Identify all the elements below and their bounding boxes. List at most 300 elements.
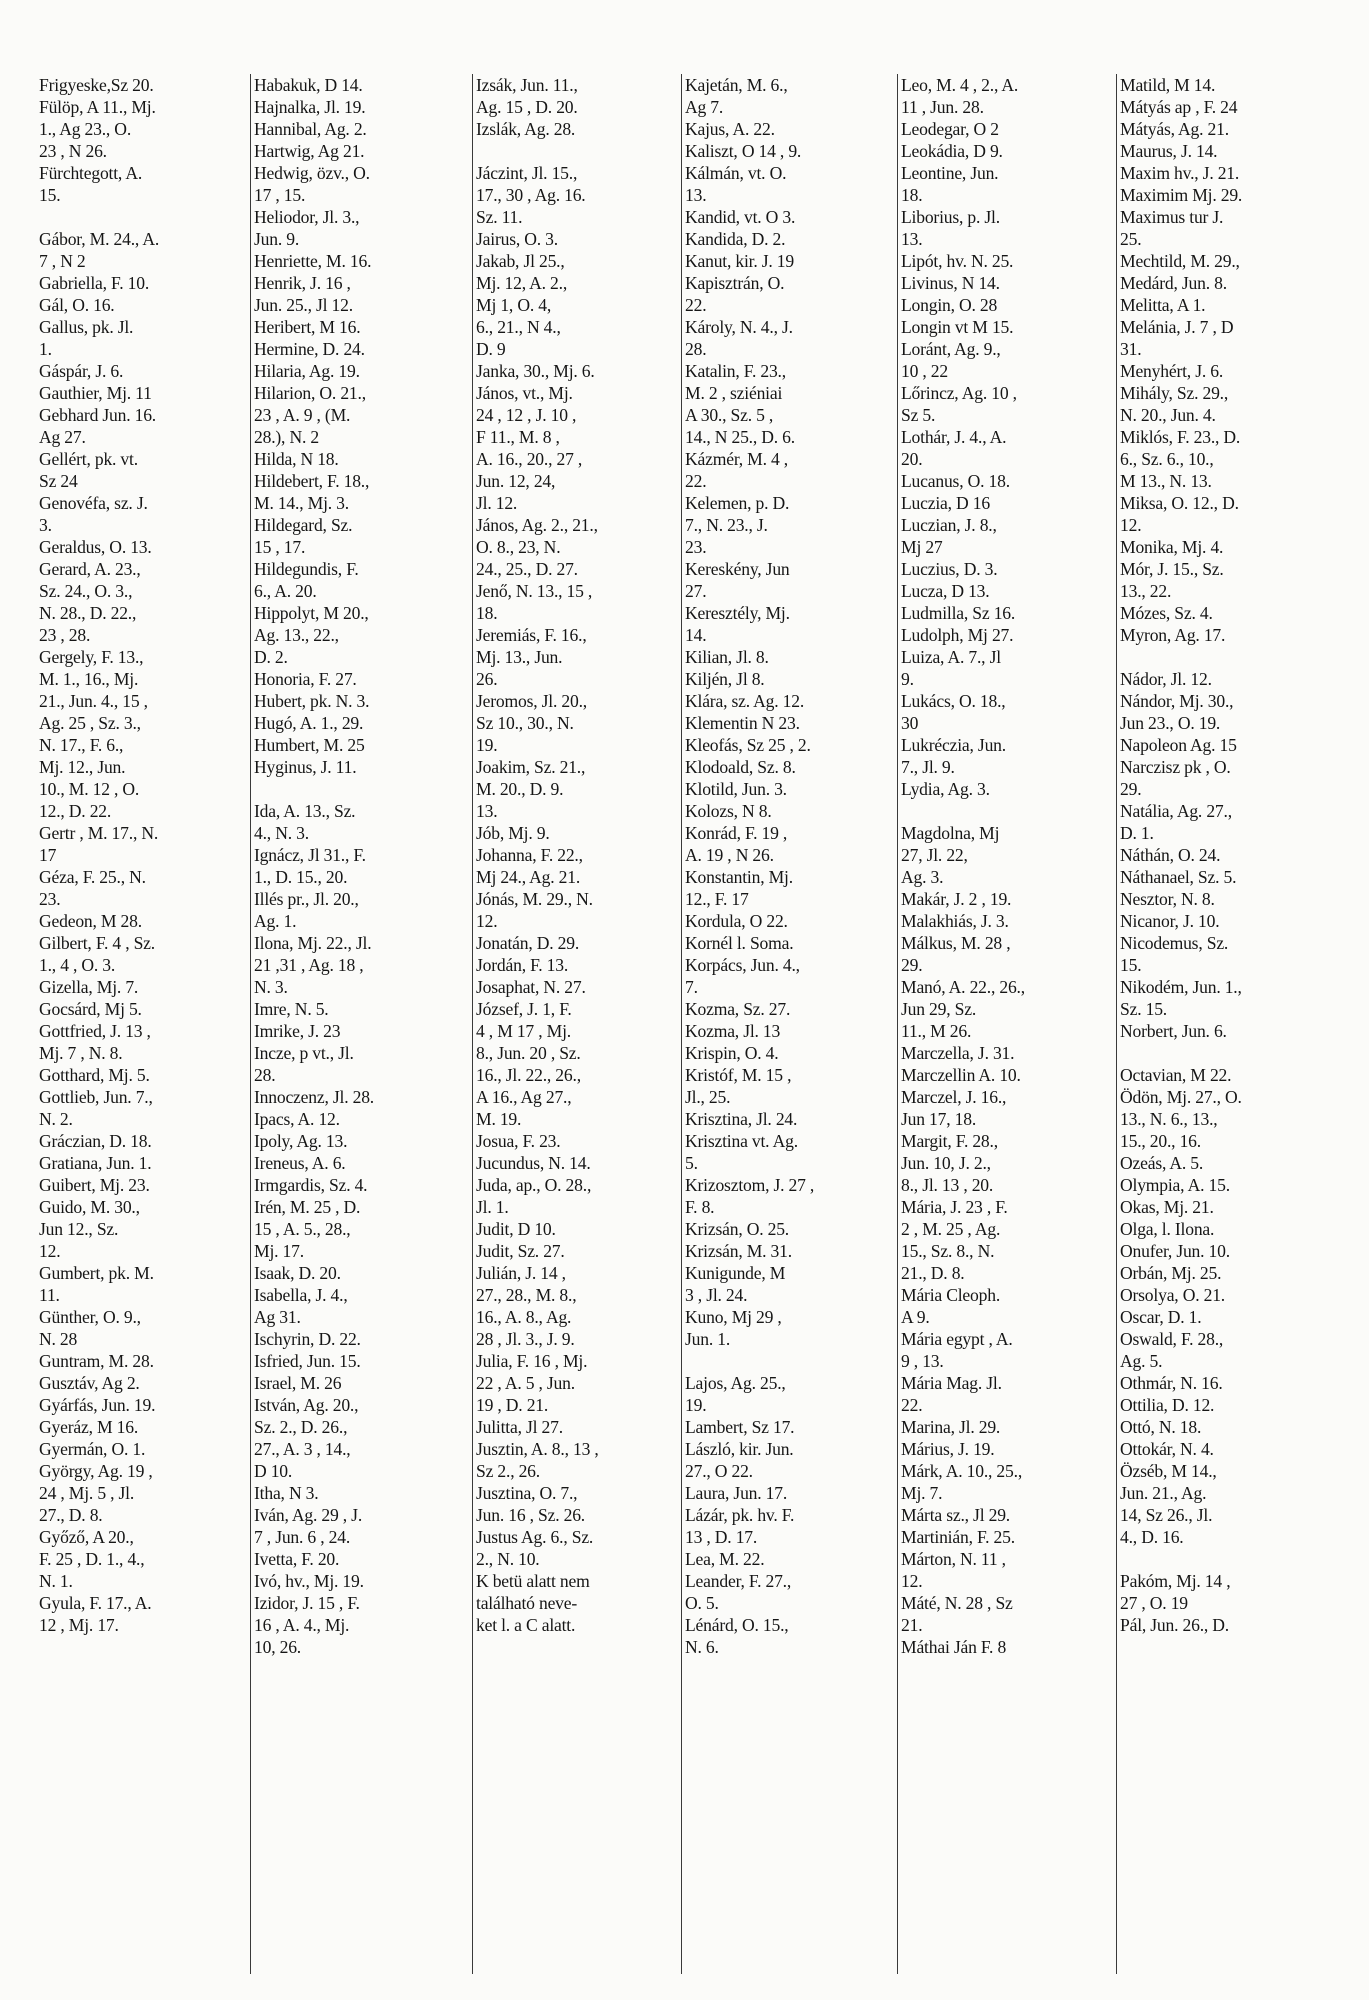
entry-line: Jordán, F. 13. — [476, 955, 569, 975]
entry-line: Jl. 1. — [476, 1197, 509, 1217]
entry-line: Kristóf, M. 15 , — [685, 1065, 792, 1085]
entry-line: 7 , N 2 — [39, 251, 86, 271]
entry-line: Ipacs, A. 12. — [254, 1109, 340, 1129]
entry-line: Lázár, pk. hv. F. — [685, 1505, 795, 1525]
entry-line: 6., A. 20. — [254, 581, 317, 601]
entry-line: Náthanael, Sz. 5. — [1120, 867, 1237, 887]
entry-line: Olga, l. Ilona. — [1120, 1219, 1215, 1239]
entry-line: 15., Sz. 8., N. — [901, 1241, 995, 1261]
entry-line: Josaphat, N. 27. — [476, 977, 586, 997]
entry-line: Fülöp, A 11., Mj. — [39, 97, 156, 117]
entry-line: 28. — [685, 339, 707, 359]
entry-line: Mj 1, O. 4, — [476, 295, 552, 315]
entry-line: Jun 17, 18. — [901, 1109, 977, 1129]
entry-line: Mechtild, M. 29., — [1120, 251, 1240, 271]
entry-line: 12. — [39, 1241, 61, 1261]
entry-line: István, Ag. 20., — [254, 1395, 359, 1415]
entry-line: 9 , 13. — [901, 1351, 944, 1371]
entry-line: Melánia, J. 7 , D — [1120, 317, 1234, 337]
entry-line: D. 2. — [254, 647, 288, 667]
entry-line: 7 , Jun. 6 , 24. — [254, 1527, 351, 1547]
entry-line: Octavian, M 22. — [1120, 1065, 1232, 1085]
entry-line: Lydia, Ag. 3. — [901, 779, 990, 799]
entry-line: M. 14., Mj. 3. — [254, 493, 349, 513]
entry-line: 30 — [901, 713, 919, 733]
entry-line: Mj. 13., Jun. — [476, 647, 563, 667]
entry-line: Miksa, O. 12., D. — [1120, 493, 1239, 513]
entry-line: Lucza, D 13. — [901, 581, 990, 601]
entry-line: 28. — [254, 1065, 276, 1085]
entry-line: Luczius, D. 3. — [901, 559, 998, 579]
entry-line: Gyermán, O. 1. — [39, 1439, 146, 1459]
entry-line: Maxim hv., J. 21. — [1120, 163, 1240, 183]
entry-line: Matild, M 14. — [1120, 75, 1216, 95]
entry-line: Geraldus, O. 13. — [39, 537, 152, 557]
entry-line: D. 1. — [1120, 823, 1154, 843]
entry-line: Ivetta, F. 20. — [254, 1549, 340, 1569]
entry-line: Kázmér, M. 4 , — [685, 449, 789, 469]
entry-line: Marczel, J. 16., — [901, 1087, 1007, 1107]
entry-line: 22. — [901, 1395, 923, 1415]
entry-line: 7. — [685, 977, 698, 997]
entry-line: Jakab, Jl 25., — [476, 251, 565, 271]
entry-line: 11., M 26. — [901, 1021, 972, 1041]
entry-line: Kordula, O 22. — [685, 911, 788, 931]
entry-line: Jun. 1. — [685, 1329, 731, 1349]
entry-line: Jun. 9. — [254, 229, 300, 249]
entry-line: Gertr , M. 17., N. — [39, 823, 159, 843]
entry-line: 13., 22. — [1120, 581, 1172, 601]
index-column-m-p — [1116, 74, 1340, 1974]
entry-line: N. 1. — [39, 1571, 73, 1591]
entry-line: Hyginus, J. 11. — [254, 757, 357, 777]
entry-line: Martinián, F. 25. — [901, 1527, 1015, 1547]
entry-line: 17 , 15. — [254, 185, 306, 205]
entry-line: O. 5. — [685, 1593, 719, 1613]
entry-line: Ag. 13., 22., — [254, 625, 339, 645]
entry-line: Jucundus, N. 14. — [476, 1153, 591, 1173]
entry-line: Lukács, O. 18., — [901, 691, 1006, 711]
entry-line: Maurus, J. 14. — [1120, 141, 1218, 161]
entry-line: Ag 31. — [254, 1307, 301, 1327]
entry-line: 27., O 22. — [685, 1461, 753, 1481]
entry-line: 15., 20., 16. — [1120, 1131, 1201, 1151]
entry-line: 18. — [476, 603, 498, 623]
entry-line: 21. — [901, 1615, 923, 1635]
entry-line: Károly, N. 4., J. — [685, 317, 793, 337]
entry-line: Gumbert, pk. M. — [39, 1263, 154, 1283]
entry-line: Gotthard, Mj. 5. — [39, 1065, 150, 1085]
entry-line: Gilbert, F. 4 , Sz. — [39, 933, 155, 953]
entry-line: Lőrincz, Ag. 10 , — [901, 383, 1017, 403]
entry-line: 15. — [39, 185, 61, 205]
entry-line: Marina, Jl. 29. — [901, 1417, 1001, 1437]
entry-line: Jeromos, Jl. 20., — [476, 691, 587, 711]
entry-line: Maximus tur J. — [1120, 207, 1224, 227]
entry-line: Gratiana, Jun. 1. — [39, 1153, 152, 1173]
entry-line: Hugó, A. 1., 29. — [254, 713, 364, 733]
entry-line: Manó, A. 22., 26., — [901, 977, 1025, 997]
entry-line: Ag 27. — [39, 427, 86, 447]
entry-line: Ottilia, D. 12. — [1120, 1395, 1215, 1415]
entry-line: A 16., Ag 27., — [476, 1087, 572, 1107]
entry-line: F. 8. — [685, 1197, 715, 1217]
entry-line: Luiza, A. 7., Jl — [901, 647, 1001, 667]
entry-line: Márius, J. 19. — [901, 1439, 995, 1459]
entry-line: Frigyeske,Sz 20. — [39, 75, 154, 95]
entry-line: Isaak, D. 20. — [254, 1263, 341, 1283]
entry-line: Lea, M. 22. — [685, 1549, 765, 1569]
entry-line: 27, Jl. 22, — [901, 845, 968, 865]
entry-line: Margit, F. 28., — [901, 1131, 998, 1151]
entry-line: 12 , Mj. 17. — [39, 1615, 119, 1635]
entry-line: Kornél l. Soma. — [685, 933, 794, 953]
entry-line: Orbán, Mj. 25. — [1120, 1263, 1222, 1283]
entry-line: Náthán, O. 24. — [1120, 845, 1221, 865]
entry-line: Kolozs, N 8. — [685, 801, 772, 821]
entry-line: Jl. 12. — [476, 493, 518, 513]
entry-line: Krisztina vt. Ag. — [685, 1131, 798, 1151]
entry-line: 22. — [685, 295, 707, 315]
entry-line: Lambert, Sz 17. — [685, 1417, 795, 1437]
entry-line: Jun. 12, 24, — [476, 471, 556, 491]
entry-line: Joakim, Sz. 21., — [476, 757, 586, 777]
entry-line: Márk, A. 10., 25., — [901, 1461, 1023, 1481]
entry-line: 24 , Mj. 5 , Jl. — [39, 1483, 135, 1503]
entry-line: O. 8., 23, N. — [476, 537, 561, 557]
entry-line: Israel, M. 26 — [254, 1373, 342, 1393]
entry-line: 13., N. 6., 13., — [1120, 1109, 1218, 1129]
entry-line: 14, Sz 26., Jl. — [1120, 1505, 1213, 1525]
entry-line: Ödön, Mj. 27., O. — [1120, 1087, 1242, 1107]
entry-line: Judit, D 10. — [476, 1219, 556, 1239]
index-column-k-l — [681, 74, 897, 1974]
entry-line: Ireneus, A. 6. — [254, 1153, 346, 1173]
entry-line: Kozma, Jl. 13 — [685, 1021, 781, 1041]
entry-line: Leontine, Jun. — [901, 163, 999, 183]
entry-line: Norbert, Jun. 6. — [1120, 1021, 1227, 1041]
entry-line: 7., Jl. 9. — [901, 757, 955, 777]
entry-line: 28 , Jl. 3., J. 9. — [476, 1329, 575, 1349]
entry-line: 21 ,31 , Ag. 18 , — [254, 955, 364, 975]
entry-line: Katalin, F. 23., — [685, 361, 786, 381]
entry-line: Gallus, pk. Jl. — [39, 317, 134, 337]
entry-line: A. 16., 20., 27 , — [476, 449, 583, 469]
entry-line: Gebhard Jun. 16. — [39, 405, 157, 425]
entry-line: Krizosztom, J. 27 , — [685, 1175, 815, 1195]
entry-line: 18. — [901, 185, 923, 205]
entry-line: Sz 2., 26. — [476, 1461, 540, 1481]
entry-line: Konstantin, Mj. — [685, 867, 793, 887]
entry-line: Itha, N 3. — [254, 1483, 319, 1503]
entry-line: Oswald, F. 28., — [1120, 1329, 1224, 1349]
entry-line: Jeremiás, F. 16., — [476, 625, 587, 645]
entry-line: 14. — [685, 625, 707, 645]
entry-line: N. 28., D. 22., — [39, 603, 137, 623]
entry-line: Konrád, F. 19 , — [685, 823, 788, 843]
entry-line: Mátyás ap , F. 24 — [1120, 97, 1238, 117]
entry-line: János, vt., Mj. — [476, 383, 573, 403]
entry-line: 15 , 17. — [254, 537, 306, 557]
entry-line: Sz 24 — [39, 471, 78, 491]
entry-line: Ag. 1. — [254, 911, 297, 931]
entry-line: Klotild, Jun. 3. — [685, 779, 787, 799]
entry-line: Josua, F. 23. — [476, 1131, 561, 1151]
entry-line: Korpács, Jun. 4., — [685, 955, 800, 975]
entry-line: Kandida, D. 2. — [685, 229, 786, 249]
entry-line: 9. — [901, 669, 914, 689]
entry-line: Jáczint, Jl. 15., — [476, 163, 578, 183]
entry-line: Krizsán, M. 31. — [685, 1241, 792, 1261]
entry-line: 19. — [685, 1395, 707, 1415]
entry-line: 10 , 22 — [901, 361, 948, 381]
blank-line — [1120, 646, 1340, 668]
entry-line: Humbert, M. 25 — [254, 735, 365, 755]
entry-line: Jl., 25. — [685, 1087, 731, 1107]
entry-line: Olympia, A. 15. — [1120, 1175, 1230, 1195]
entry-line: 16., Jl. 22., 26., — [476, 1065, 581, 1085]
index-column-g — [36, 74, 250, 1974]
entry-line: Gyula, F. 17., A. — [39, 1593, 152, 1613]
entry-line: 8., Jl. 13 , 20. — [901, 1175, 994, 1195]
entry-line: 29. — [901, 955, 923, 975]
entry-line: Sz. 2., D. 26., — [254, 1417, 348, 1437]
index-column-h-i — [250, 74, 472, 1974]
index-column-j — [472, 74, 681, 1974]
entry-line: Ottó, N. 18. — [1120, 1417, 1202, 1437]
entry-line: József, J. 1, F. — [476, 999, 572, 1019]
entry-line: Gottfried, J. 13 , — [39, 1021, 151, 1041]
entry-line: Kozma, Sz. 27. — [685, 999, 791, 1019]
entry-line: Gyárfás, Jun. 19. — [39, 1395, 156, 1415]
entry-line: Ottokár, N. 4. — [1120, 1439, 1214, 1459]
entry-line: 23 , N 26. — [39, 141, 107, 161]
entry-line: 3. — [39, 515, 52, 535]
entry-line: Livinus, N 14. — [901, 273, 1000, 293]
blank-line — [685, 1350, 897, 1372]
entry-line: Özséb, M 14., — [1120, 1461, 1217, 1481]
entry-line: Onufer, Jun. 10. — [1120, 1241, 1230, 1261]
entry-line: Hartwig, Ag 21. — [254, 141, 365, 161]
entry-line: 27. — [685, 581, 707, 601]
entry-line: M. 19. — [476, 1109, 522, 1129]
entry-line: Monika, Mj. 4. — [1120, 537, 1224, 557]
entry-line: Jusztin, A. 8., 13 , — [476, 1439, 599, 1459]
entry-line: Nándor, Mj. 30., — [1120, 691, 1234, 711]
entry-line: N. 2. — [39, 1109, 73, 1129]
entry-line: Julián, J. 14 , — [476, 1263, 566, 1283]
entry-line: Mózes, Sz. 4. — [1120, 603, 1213, 623]
entry-line: Malakhiás, J. 3. — [901, 911, 1009, 931]
entry-line: 21., D. 8. — [901, 1263, 965, 1283]
entry-line: Hannibal, Ag. 2. — [254, 119, 367, 139]
entry-line: Juda, ap., O. 28., — [476, 1175, 592, 1195]
entry-line: Irén, M. 25 , D. — [254, 1197, 361, 1217]
entry-line: Sz. 11. — [476, 207, 523, 227]
entry-line: Imre, N. 5. — [254, 999, 329, 1019]
entry-line: Laura, Jun. 17. — [685, 1483, 788, 1503]
entry-line: Győző, A 20., — [39, 1527, 134, 1547]
blank-line — [1120, 1548, 1340, 1570]
entry-line: Jun. 10, J. 2., — [901, 1153, 991, 1173]
entry-line: 27., D. 8. — [39, 1505, 103, 1525]
entry-line: Isfried, Jun. 15. — [254, 1351, 361, 1371]
entry-line: 22. — [685, 471, 707, 491]
entry-line: 13 , D. 17. — [685, 1527, 758, 1547]
entry-line: Ag. 25 , Sz. 3., — [39, 713, 141, 733]
calendar-name-index-page — [36, 74, 1340, 1974]
entry-line: Gergely, F. 13., — [39, 647, 144, 667]
entry-line: 28.), N. 2 — [254, 427, 319, 447]
entry-line: 14., N 25., D. 6. — [685, 427, 795, 447]
entry-line: Oscar, D. 1. — [1120, 1307, 1202, 1327]
entry-line: Jónás, M. 29., N. — [476, 889, 593, 909]
entry-line: 23. — [685, 537, 707, 557]
entry-line: Leander, F. 27., — [685, 1571, 792, 1591]
entry-line: Makár, J. 2 , 19. — [901, 889, 1012, 909]
blank-line — [901, 800, 1116, 822]
entry-line: Julia, F. 16 , Mj. — [476, 1351, 588, 1371]
entry-line: 13. — [901, 229, 923, 249]
entry-line: Isabella, J. 4., — [254, 1285, 348, 1305]
entry-line: 1., Ag 23., O. — [39, 119, 132, 139]
entry-line: található neve- — [476, 1593, 578, 1613]
entry-line: 4., N. 3. — [254, 823, 309, 843]
entry-line: Mór, J. 15., Sz. — [1120, 559, 1224, 579]
entry-line: D 10. — [254, 1461, 293, 1481]
entry-line: Krispin, O. 4. — [685, 1043, 779, 1063]
entry-line: Jób, Mj. 9. — [476, 823, 550, 843]
entry-line: Leo, M. 4 , 2., A. — [901, 75, 1019, 95]
entry-line: Magdolna, Mj — [901, 823, 1000, 843]
entry-line: Máthai Ján F. 8 — [901, 1637, 1007, 1657]
entry-line: Loránt, Ag. 9., — [901, 339, 1001, 359]
entry-line: Jun 29, Sz. — [901, 999, 977, 1019]
entry-line: Lukréczia, Jun. — [901, 735, 1006, 755]
entry-line: 2., N. 10. — [476, 1549, 540, 1569]
entry-line: Innoczenz, Jl. 28. — [254, 1087, 375, 1107]
entry-line: Gottlieb, Jun. 7., — [39, 1087, 153, 1107]
entry-line: Narczisz pk , O. — [1120, 757, 1231, 777]
entry-line: Hildegard, Sz. — [254, 515, 353, 535]
entry-line: Hildegundis, F. — [254, 559, 359, 579]
entry-line: Pál, Jun. 26., D. — [1120, 1615, 1230, 1635]
entry-line: Illés pr., Jl. 20., — [254, 889, 359, 909]
entry-line: Myron, Ag. 17. — [1120, 625, 1226, 645]
entry-line: Ag. 15 , D. 20. — [476, 97, 578, 117]
entry-line: 31. — [1120, 339, 1142, 359]
entry-line: Genovéfa, sz. J. — [39, 493, 148, 513]
entry-line: 27 , O. 19 — [1120, 1593, 1188, 1613]
entry-line: Maximim Mj. 29. — [1120, 185, 1243, 205]
entry-line: Kleofás, Sz 25 , 2. — [685, 735, 811, 755]
entry-line: Mj 27 — [901, 537, 943, 557]
entry-line: Ignácz, Jl 31., F. — [254, 845, 366, 865]
entry-line: 12., D. 22. — [39, 801, 112, 821]
entry-line: 2 , M. 25 , Ag. — [901, 1219, 1001, 1239]
entry-line: Ag 7. — [685, 97, 724, 117]
entry-line: 17 — [39, 845, 57, 865]
entry-line: Mária Cleoph. — [901, 1285, 1001, 1305]
entry-line: Medárd, Jun. 8. — [1120, 273, 1227, 293]
entry-line: Ilona, Mj. 22., Jl. — [254, 933, 372, 953]
entry-line: Hildebert, F. 18., — [254, 471, 370, 491]
entry-line: Guibert, Mj. 23. — [39, 1175, 150, 1195]
entry-line: Kereskény, Jun — [685, 559, 790, 579]
entry-line: 12. — [1120, 515, 1142, 535]
entry-line: Hippolyt, M 20., — [254, 603, 369, 623]
entry-line: 11. — [39, 1285, 60, 1305]
entry-line: Longin vt M 15. — [901, 317, 1014, 337]
entry-line: Gál, O. 16. — [39, 295, 115, 315]
entry-line: Sz 10., 30., N. — [476, 713, 574, 733]
entry-line: 5. — [685, 1153, 698, 1173]
entry-line: K betü alatt nem — [476, 1571, 590, 1591]
entry-line: 23 , A. 9 , (M. — [254, 405, 351, 425]
entry-line: Henrik, J. 16 , — [254, 273, 351, 293]
entry-line: A. 19 , N 26. — [685, 845, 774, 865]
entry-line: Miklós, F. 23., D. — [1120, 427, 1241, 447]
entry-line: 10, 26. — [254, 1637, 301, 1657]
entry-line: D. 9 — [476, 339, 506, 359]
entry-line: Mária Mag. Jl. — [901, 1373, 1002, 1393]
entry-line: Ida, A. 13., Sz. — [254, 801, 356, 821]
entry-line: 22 , A. 5 , Jun. — [476, 1373, 575, 1393]
entry-line: 6., 21., N 4., — [476, 317, 561, 337]
entry-line: Jun. 21., Ag. — [1120, 1483, 1207, 1503]
entry-line: Hubert, pk. N. 3. — [254, 691, 370, 711]
entry-line: N. 3. — [254, 977, 288, 997]
entry-line: Melitta, A 1. — [1120, 295, 1206, 315]
entry-line: Lipót, hv. N. 25. — [901, 251, 1014, 271]
entry-line: 16., A. 8., Ag. — [476, 1307, 572, 1327]
entry-line: 12., F. 17 — [685, 889, 749, 909]
entry-line: 23. — [39, 889, 61, 909]
entry-line: Géza, F. 25., N. — [39, 867, 146, 887]
entry-line: Gáspár, J. 6. — [39, 361, 124, 381]
entry-line: Heribert, M 16. — [254, 317, 361, 337]
entry-line: Gyeráz, M 16. — [39, 1417, 139, 1437]
entry-line: Irmgardis, Sz. 4. — [254, 1175, 368, 1195]
entry-line: Kanut, kir. J. 19 — [685, 251, 795, 271]
entry-line: Klodoald, Sz. 8. — [685, 757, 796, 777]
entry-line: György, Ag. 19 , — [39, 1461, 153, 1481]
entry-line: Kandid, vt. O 3. — [685, 207, 796, 227]
entry-line: Ludmilla, Sz 16. — [901, 603, 1016, 623]
entry-line: Kuno, Mj 29 , — [685, 1307, 782, 1327]
blank-line — [39, 206, 250, 228]
entry-line: Hedwig, özv., O. — [254, 163, 370, 183]
entry-line: Nicodemus, Sz. — [1120, 933, 1229, 953]
entry-line: Gedeon, M 28. — [39, 911, 142, 931]
entry-line: 1. — [39, 339, 52, 359]
entry-line: 19 , D. 21. — [476, 1395, 549, 1415]
entry-line: Gizella, Mj. 7. — [39, 977, 139, 997]
entry-line: Krizsán, O. 25. — [685, 1219, 790, 1239]
entry-line: Hajnalka, Jl. 19. — [254, 97, 366, 117]
entry-line: Gerard, A. 23., — [39, 559, 141, 579]
entry-line: Jun. 16 , Sz. 26. — [476, 1505, 586, 1525]
entry-line: Márton, N. 11 , — [901, 1549, 1006, 1569]
entry-line: Mária egypt , A. — [901, 1329, 1013, 1349]
entry-line: Johanna, F. 22., — [476, 845, 583, 865]
entry-line: Incze, p vt., Jl. — [254, 1043, 354, 1063]
entry-line: 4 , M 17 , Mj. — [476, 1021, 571, 1041]
entry-line: Gabriella, F. 10. — [39, 273, 150, 293]
entry-line: N. 17., F. 6., — [39, 735, 124, 755]
entry-line: Kelemen, p. D. — [685, 493, 790, 513]
entry-line: Kunigunde, M — [685, 1263, 786, 1283]
